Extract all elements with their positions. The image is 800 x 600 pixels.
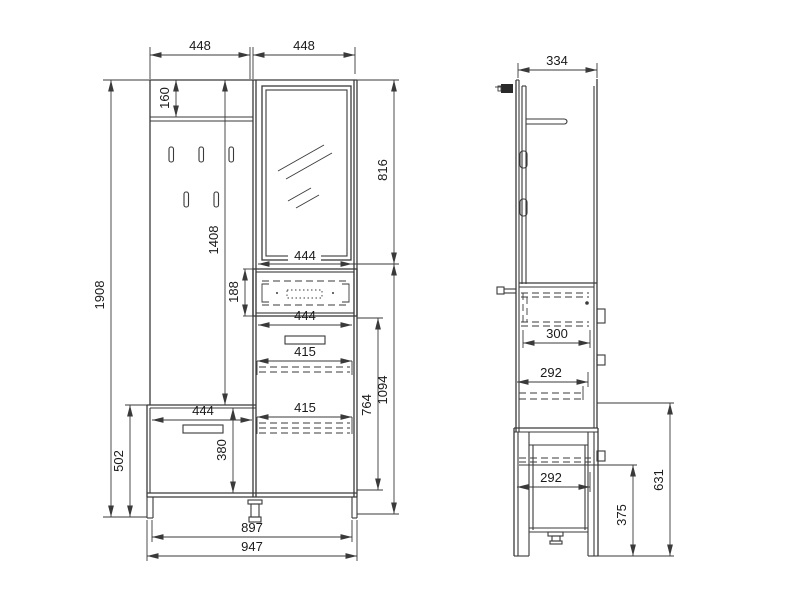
dim-door-height: 764: [359, 394, 374, 416]
side-lower-cabinet: [514, 428, 598, 556]
front-view: [92, 38, 399, 561]
dim-shelf-width-lower: 415: [294, 400, 316, 415]
dim-top-right-width: 448: [293, 38, 315, 53]
dim-depth: 334: [546, 53, 568, 68]
dim-lower-depth: 292: [540, 470, 562, 485]
side-back-panel: [516, 80, 526, 432]
side-shelf: [526, 119, 567, 124]
dim-lower-height: 1094: [375, 375, 390, 405]
dim-foot-zone-height: 375: [614, 504, 629, 526]
dim-top-left-width: 448: [189, 38, 211, 53]
dim-middle-width: 444: [294, 308, 316, 323]
dim-top-rail-height: 160: [157, 87, 172, 109]
drawer-handle-hidden: [287, 290, 322, 298]
hinge-plate-1: [597, 309, 605, 323]
door-handle: [285, 336, 325, 344]
side-dimensions: [517, 53, 674, 556]
hidden-shelf-side: [519, 386, 583, 400]
mirror: [262, 86, 351, 260]
dim-mirror-height: 816: [375, 159, 390, 181]
base: [147, 493, 357, 522]
hidden-shelf-lower: [257, 417, 352, 434]
dim-total-height: 1908: [92, 280, 107, 310]
dim-base-width: 897: [241, 520, 263, 535]
hidden-drawer-side: [521, 293, 589, 326]
side-adjustable-foot: [548, 532, 563, 544]
dim-lower-section-height: 631: [651, 469, 666, 491]
hinge-plate-2: [597, 355, 605, 365]
dim-panel-height: 1408: [206, 225, 221, 255]
dim-bench-door-height: 380: [214, 439, 229, 461]
dim-upper-depth: 292: [540, 365, 562, 380]
dim-total-width: 947: [241, 539, 263, 554]
wall-bracket-top: [495, 84, 513, 93]
adjustable-foot: [248, 500, 262, 522]
dim-drawer-height: 188: [226, 281, 241, 303]
mirror-column: [253, 80, 357, 497]
bench-handle: [183, 425, 223, 433]
dim-shelf-width-upper: 415: [294, 344, 316, 359]
coat-hook-slots: [169, 147, 234, 207]
dim-bench-height: 502: [111, 450, 126, 472]
dim-bench-width: 444: [192, 403, 214, 418]
dim-drawer-depth: 300: [546, 326, 568, 341]
dim-drawer-width: 444: [294, 248, 316, 263]
hidden-shelf-upper: [257, 361, 352, 375]
wall-bracket-lower: [497, 287, 516, 294]
side-view: [495, 53, 674, 556]
shoe-bench: [125, 405, 256, 497]
